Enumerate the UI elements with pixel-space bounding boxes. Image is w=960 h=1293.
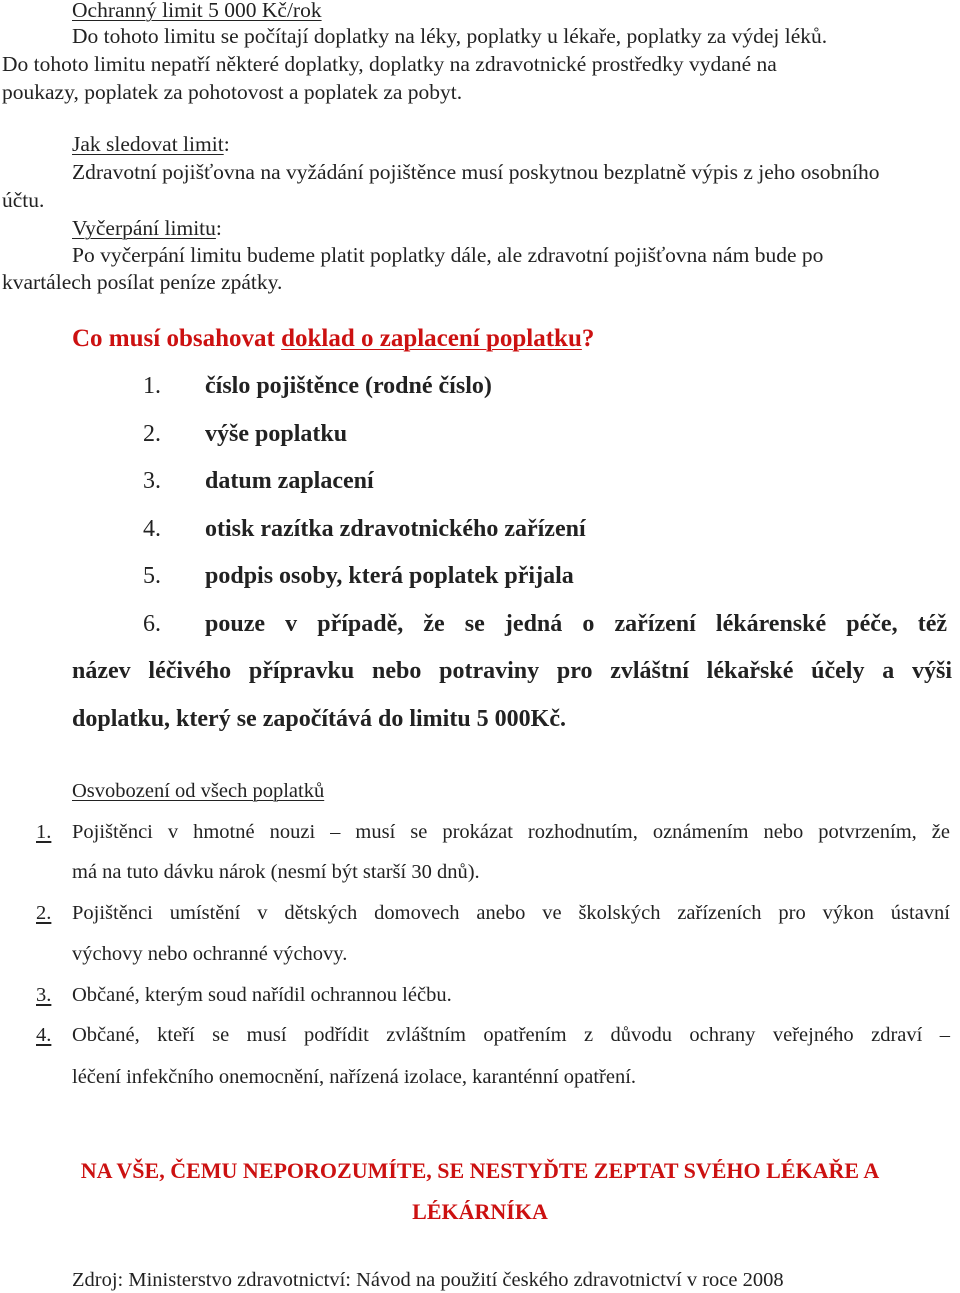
exhaustion-heading: Vyčerpání limitu — [72, 216, 216, 240]
receipt-item — [143, 466, 374, 496]
receipt-item-num: 1. — [143, 373, 161, 399]
receipt-item-num: 2. — [143, 421, 161, 447]
exemption-item-text-cont: léčení infekčního onemocnění, nařízená izolace, karanténní opatření. — [72, 1066, 637, 1088]
receipt-item — [143, 371, 492, 401]
receipt-item-num: 5. — [143, 563, 161, 589]
exemption-item-num: 4. — [36, 1024, 52, 1046]
receipt-item-num: 6. — [143, 611, 161, 637]
limit-text-3: poukazy, poplatek za pohotovost a poplatek za pobyt. — [2, 80, 463, 104]
exemption-item-num: 2. — [36, 902, 52, 924]
limit-heading: Ochranný limit 5 000 Kč/rok — [72, 0, 322, 22]
receipt-item-text: datum zaplacení — [205, 468, 374, 494]
receipt-item — [143, 561, 574, 591]
receipt-item-text: pouze v případě, že se jedná o zařízení lékárenské péče, též — [205, 611, 947, 637]
receipt-heading — [72, 324, 594, 354]
exhaustion-heading-line — [72, 215, 222, 241]
receipt-item-text: otisk razítka zdravotnického zařízení — [205, 516, 586, 542]
exemption-item-num: 3. — [36, 984, 52, 1006]
receipt-item — [143, 514, 586, 544]
receipt-item-6-line-2: název léčivého přípravku nebo potraviny pro zvláštní lékařské účely a výši — [72, 658, 952, 684]
receipt-heading-suffix: ? — [581, 325, 595, 352]
tracking-heading: Jak sledovat limit — [72, 132, 224, 156]
exemption-item-num: 1. — [36, 821, 52, 843]
tracking-heading-line — [72, 131, 230, 157]
exemption-item-text: Občané, kterým soud nařídil ochrannou léčbu. — [72, 984, 452, 1006]
limit-text-2: Do tohoto limitu nepatří některé doplatky, doplatky na zdravotnické prostředky vydané na — [2, 52, 777, 76]
receipt-item — [143, 419, 347, 449]
receipt-item-num: 3. — [143, 468, 161, 494]
exemption-item-text: Pojištěnci v hmotné nouzi – musí se prokázat rozhodnutím, oznámením nebo potvrzením, že — [72, 821, 950, 843]
exhaustion-colon: : — [215, 216, 222, 240]
limit-text-1: Do tohoto limitu se počítají doplatky na léky, poplatky u lékaře, poplatky za výdej léků. — [72, 24, 828, 48]
exhaustion-text-1: Po vyčerpání limitu budeme platit poplatky dále, ale zdravotní pojišťovna nám bude po — [72, 243, 824, 267]
exhaustion-text-2: kvartálech posílat peníze zpátky. — [2, 270, 283, 294]
receipt-item-text: podpis osoby, která poplatek přijala — [205, 563, 574, 589]
receipt-item-num: 4. — [143, 516, 161, 542]
exemption-item-text-cont: výchovy nebo ochranné výchovy. — [72, 943, 348, 965]
receipt-heading-link: doklad o zaplacení poplatku — [281, 325, 582, 352]
receipt-item-6-line-3: doplatku, který se započítává do limitu 5 000Kč. — [72, 706, 567, 732]
tracking-colon: : — [223, 132, 230, 156]
receipt-item-text: výše poplatku — [205, 421, 348, 447]
exemption-heading: Osvobození od všech poplatků — [72, 780, 325, 802]
warning-line-1: NA VŠE, ČEMU NEPOROZUMÍTE, SE NESTYĎTE ZEPTAT SVÉHO LÉKAŘE A — [80, 1158, 880, 1183]
tracking-text-1: Zdravotní pojišťovna na vyžádání pojištěnce musí poskytnou bezplatně výpis z jeho osobního — [72, 160, 880, 184]
exemption-item-text-cont: má na tuto dávku nárok (nesmí být starší 30 dnů). — [72, 861, 480, 883]
exemption-item-text: Občané, kteří se musí podřídit zvláštním opatřením z důvodu ochrany veřejného zdraví – — [72, 1024, 950, 1046]
source-citation: Zdroj: Ministerstvo zdravotnictví: Návod na použití českého zdravotnictví v roce 2008 — [72, 1269, 784, 1291]
receipt-heading-prefix: Co musí obsahovat — [72, 325, 282, 352]
receipt-item — [143, 609, 953, 639]
receipt-item-text: číslo pojištěnce (rodné číslo) — [205, 373, 492, 399]
exemption-item-text: Pojištěnci umístění v dětských domovech anebo ve školských zařízeních pro výkon ústavní — [72, 902, 950, 924]
warning-line-2: LÉKÁRNÍKA — [412, 1199, 548, 1224]
tracking-text-2: účtu. — [2, 188, 45, 212]
